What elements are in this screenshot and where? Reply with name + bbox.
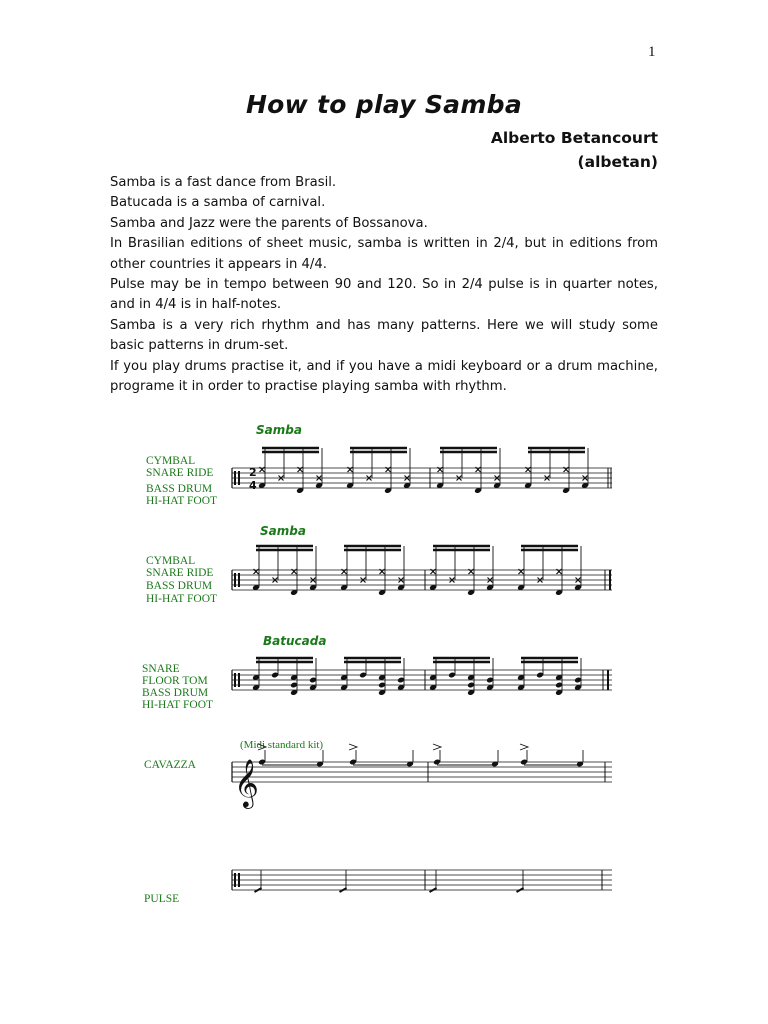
percussion-clef-icon [234,873,236,887]
instrument-label: BASS DRUM [146,483,213,495]
instrument-label: SNARE RIDE [146,567,214,579]
instrument-label: CYMBAL [146,555,196,567]
percussion-clef-icon [238,873,240,887]
instrument-label: BASS DRUM [142,687,209,699]
page-number: 1 [648,44,656,60]
instrument-label: SNARE RIDE [146,467,214,479]
author-name: Alberto Betancourt [490,129,658,147]
system2-instruments [146,555,217,605]
system3-label: Batucada [263,634,327,648]
time-sig-top: 2 [249,466,257,479]
percussion-clef-icon [238,673,240,687]
system3-instruments [142,663,213,711]
percussion-clef-icon [234,471,236,485]
author-alias: (albetan) [577,153,658,171]
accent-mark [520,744,528,750]
paragraph: In Brasilian editions of sheet music, samba is written in 2/4, but in editions from other countries it appears in 4/4. [110,236,658,272]
percussion-clef-icon [238,471,240,485]
instrument-label: HI-HAT FOOT [146,495,218,507]
instrument-label: BASS DRUM [146,580,213,592]
percussion-clef-icon [234,573,236,587]
system4-note: (Midi standard kit) [240,739,324,751]
instrument-label: HI-HAT FOOT [146,593,218,605]
instrument-label: PULSE [144,893,180,905]
instrument-label: SNARE [142,663,180,675]
instrument-label: CAVAZZA [144,759,196,771]
paragraph: Samba and Jazz were the parents of Bossanova. [110,215,428,231]
notation [232,448,612,892]
time-sig-bottom: 4 [249,479,257,492]
paragraph: Samba is a fast dance from Brasil. [110,175,337,190]
treble-clef-icon: 𝄞 [234,758,259,807]
system1-label: Samba [256,423,302,437]
accent-mark [433,744,441,750]
paragraph: Batucada is a samba of carnival. [110,195,326,211]
system2-label: Samba [260,524,306,538]
paragraph: If you play drums practise it, and if you have a midi keyboard or a drum machine, programe it in order to practise playing samba with rhythm. [110,358,658,395]
percussion-clef-icon [234,673,236,687]
instrument-label: CYMBAL [146,455,196,467]
percussion-clef-icon [238,573,240,587]
instrument-label: FLOOR TOM [142,675,208,687]
paragraph: Pulse may be in tempo between 90 and 120. So in 2/4 pulse is in quarter notes, and in 4/4 is in half-notes. [110,277,658,313]
system1-instruments [146,455,217,507]
accent-mark [349,744,357,750]
instrument-label: HI-HAT FOOT [142,699,214,711]
page-title: How to play Samba [245,90,523,119]
paragraph: Samba is a very rich rhythm and has many patterns. Here we will study some basic patterns in drum-set. [110,317,658,354]
